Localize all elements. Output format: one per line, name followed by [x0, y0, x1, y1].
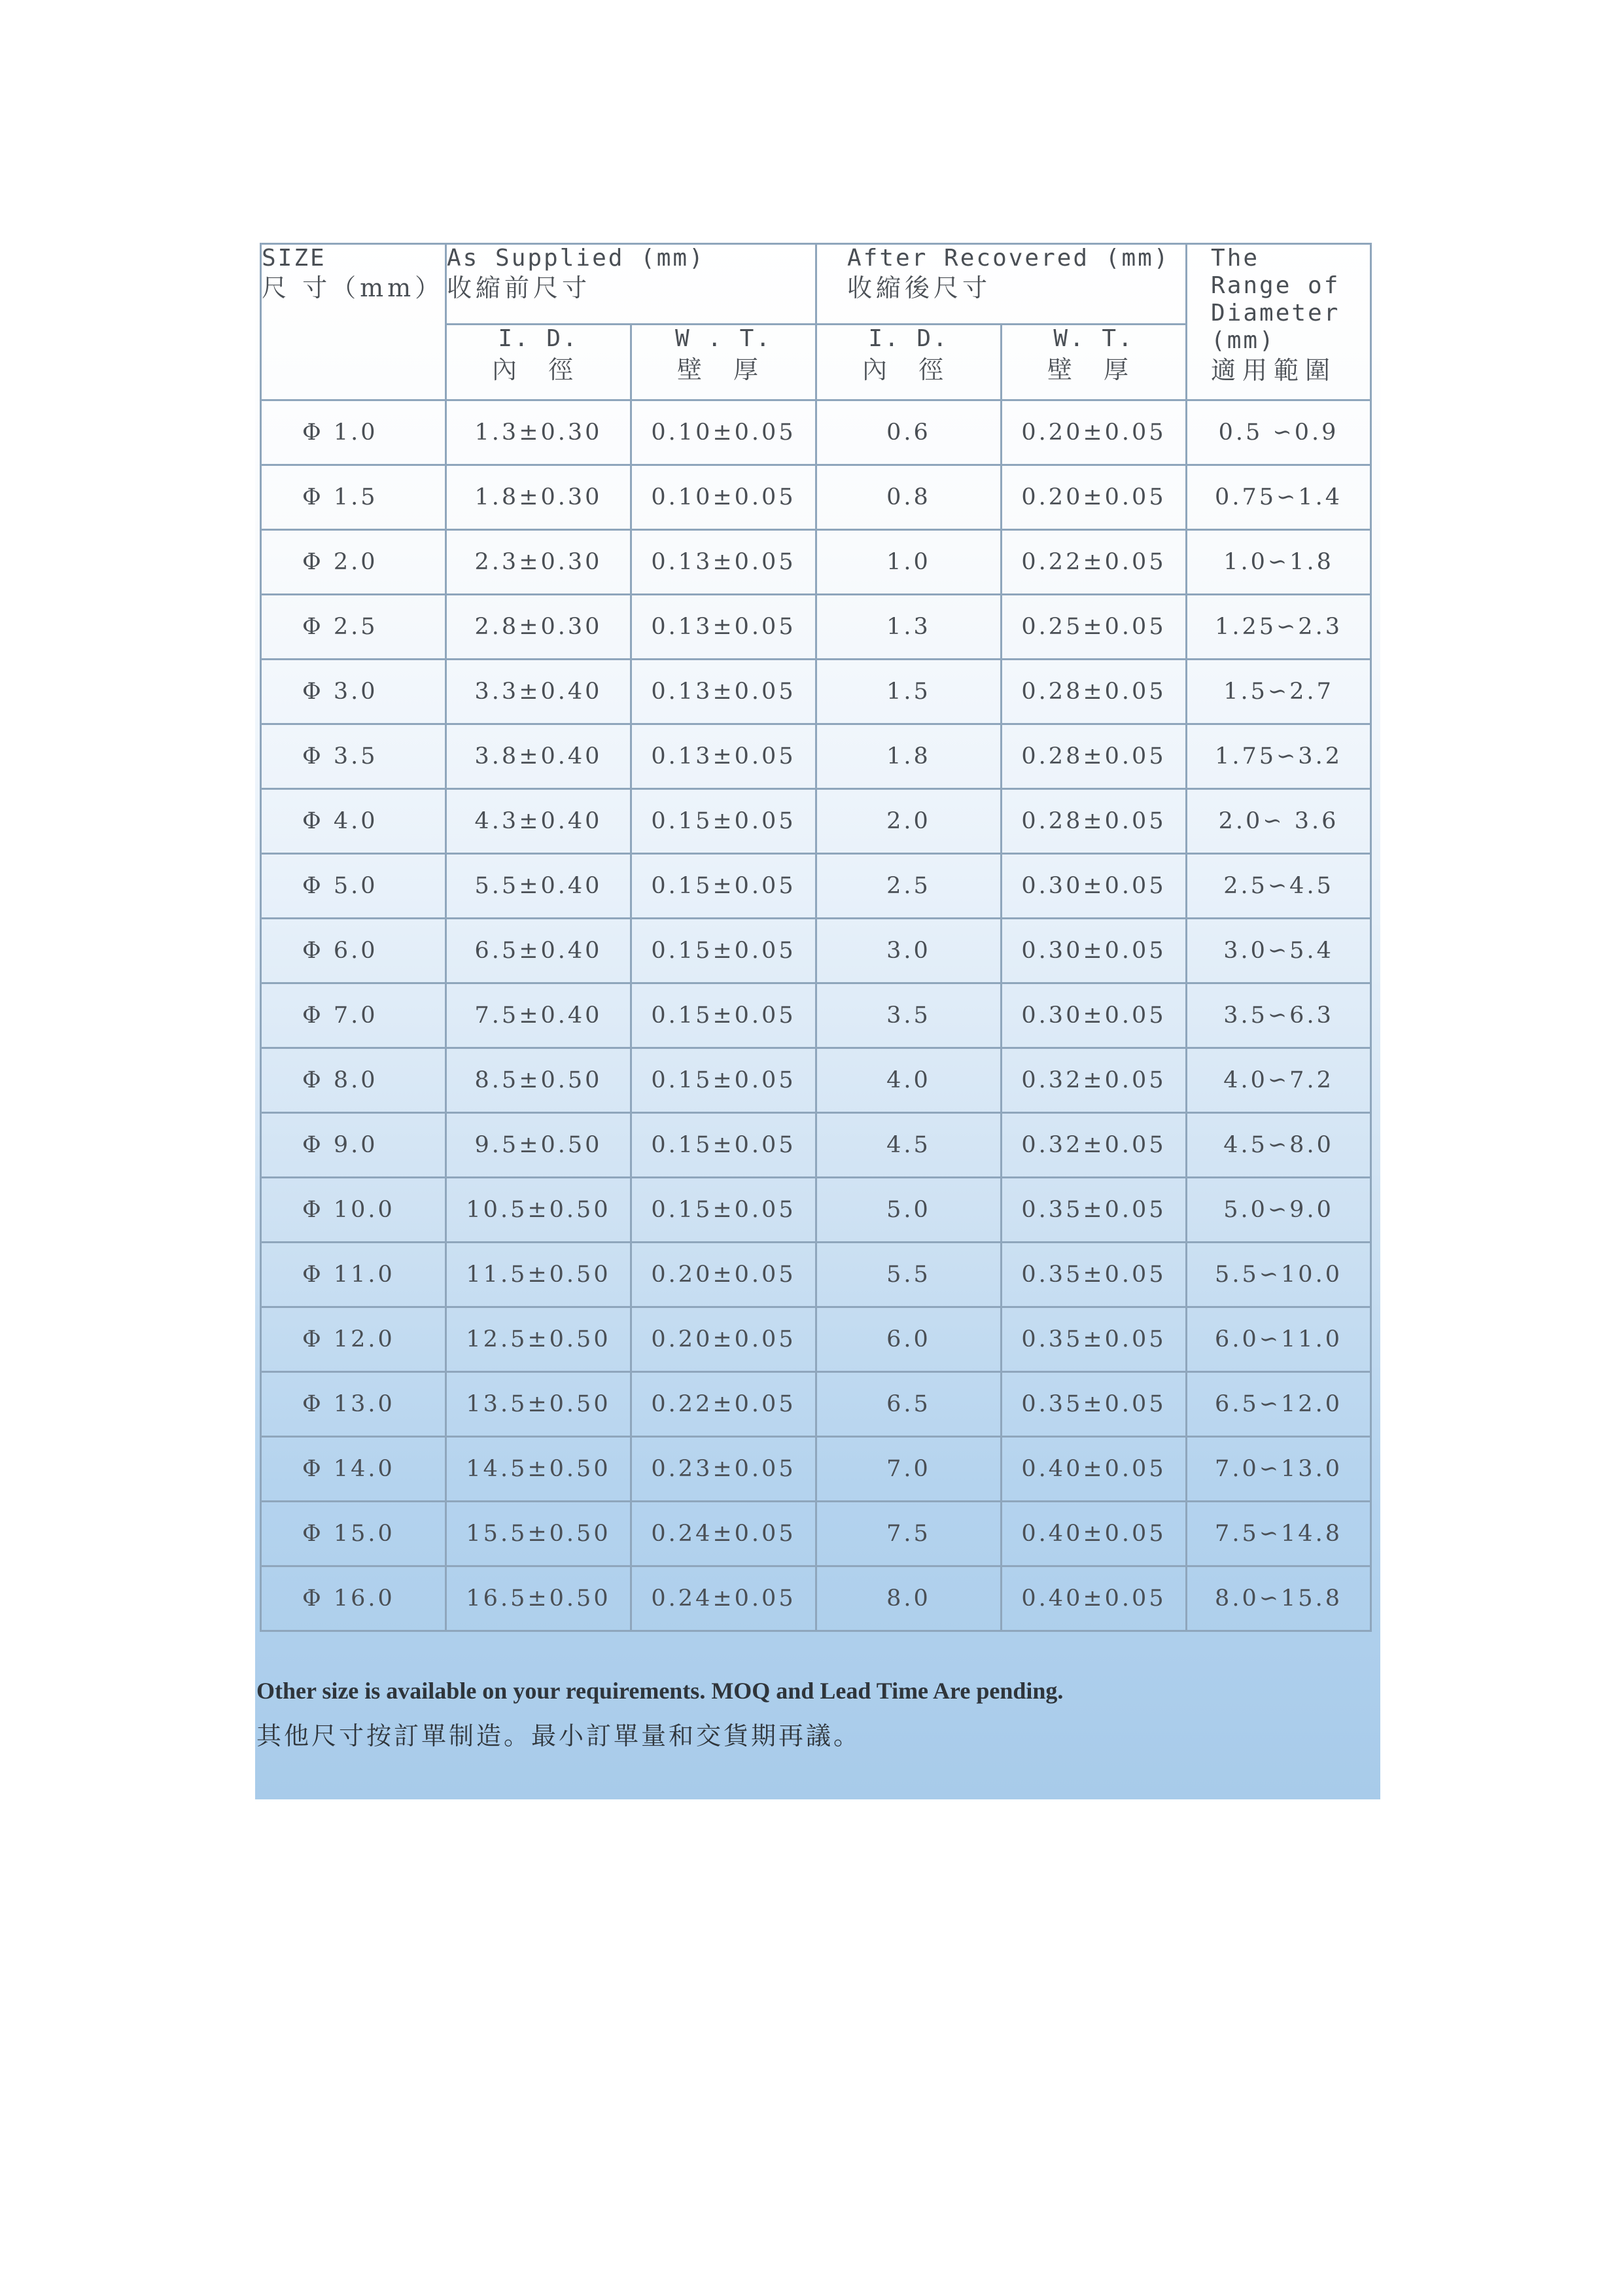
- size-header-en: SIZE: [262, 245, 326, 272]
- table-row: [261, 1502, 1371, 1566]
- supplied-wt-cell: 0.24±0.05: [631, 1502, 816, 1566]
- recovered-wt-cell: 0.28±0.05: [1002, 660, 1187, 724]
- size-cell: Φ 5.0: [261, 854, 446, 919]
- after-recovered-header-en: After Recovered (mm): [847, 245, 1170, 272]
- recovered-id-cell: 1.3: [816, 595, 1002, 660]
- range-header-zh: 適用範圍: [1211, 356, 1337, 385]
- size-cell: Φ 9.0: [261, 1113, 446, 1178]
- size-cell: Φ 4.0: [261, 789, 446, 854]
- size-cell: Φ 3.5: [261, 724, 446, 789]
- supplied-id-cell: 11.5±0.50: [446, 1243, 631, 1307]
- table-row: [261, 1372, 1371, 1437]
- recovered-id-cell: 3.5: [816, 983, 1002, 1048]
- supplied-id-cell: 7.5±0.40: [446, 983, 631, 1048]
- range-cell: 1.0∽1.8: [1187, 530, 1371, 595]
- supplied-wt-header-zh: 壁 厚: [676, 355, 771, 384]
- supplied-id-cell: 1.3±0.30: [446, 400, 631, 465]
- recovered-wt-header-en: W. T.: [1053, 325, 1134, 352]
- range-cell: 3.0∽5.4: [1187, 919, 1371, 983]
- size-cell: Φ 11.0: [261, 1243, 446, 1307]
- after-recovered-header: [816, 244, 1187, 325]
- size-cell: Φ 7.0: [261, 983, 446, 1048]
- range-cell: 4.5∽8.0: [1187, 1113, 1371, 1178]
- supplied-id-cell: 15.5±0.50: [446, 1502, 631, 1566]
- size-spec-table: [260, 243, 1372, 1632]
- recovered-id-header: [816, 324, 1002, 400]
- supplied-id-header-en: I. D.: [498, 325, 579, 352]
- recovered-id-cell: 6.0: [816, 1307, 1002, 1372]
- range-cell: 7.0∽13.0: [1187, 1437, 1371, 1502]
- supplied-wt-cell: 0.13±0.05: [631, 595, 816, 660]
- recovered-wt-cell: 0.20±0.05: [1002, 400, 1187, 465]
- supplied-id-cell: 3.8±0.40: [446, 724, 631, 789]
- recovered-wt-cell: 0.40±0.05: [1002, 1566, 1187, 1631]
- recovered-wt-cell: 0.35±0.05: [1002, 1372, 1187, 1437]
- size-cell: Φ 1.5: [261, 465, 446, 530]
- table-row: [261, 400, 1371, 465]
- table-row: [261, 530, 1371, 595]
- recovered-id-cell: 1.0: [816, 530, 1002, 595]
- size-cell: Φ 13.0: [261, 1372, 446, 1437]
- range-header-line2: Range of: [1211, 272, 1340, 299]
- table-row: [261, 1178, 1371, 1243]
- size-header-zh: 尺 寸（mm）: [262, 274, 444, 302]
- recovered-id-header-zh: 內 徑: [862, 355, 956, 384]
- recovered-wt-cell: 0.20±0.05: [1002, 465, 1187, 530]
- supplied-wt-cell: 0.13±0.05: [631, 724, 816, 789]
- supplied-wt-cell: 0.23±0.05: [631, 1437, 816, 1502]
- table-row: [261, 789, 1371, 854]
- supplied-id-cell: 2.8±0.30: [446, 595, 631, 660]
- supplied-id-cell: 6.5±0.40: [446, 919, 631, 983]
- supplied-wt-cell: 0.15±0.05: [631, 919, 816, 983]
- range-cell: 6.5∽12.0: [1187, 1372, 1371, 1437]
- supplied-id-cell: 13.5±0.50: [446, 1372, 631, 1437]
- as-supplied-header-zh: 收縮前尺寸: [447, 274, 591, 302]
- size-cell: Φ 1.0: [261, 400, 446, 465]
- recovered-wt-cell: 0.28±0.05: [1002, 724, 1187, 789]
- recovered-id-cell: 2.0: [816, 789, 1002, 854]
- size-cell: Φ 10.0: [261, 1178, 446, 1243]
- recovered-wt-cell: 0.32±0.05: [1002, 1113, 1187, 1178]
- recovered-id-cell: 4.0: [816, 1048, 1002, 1113]
- supplied-wt-cell: 0.15±0.05: [631, 1048, 816, 1113]
- recovered-id-cell: 7.5: [816, 1502, 1002, 1566]
- as-supplied-header: [446, 244, 816, 325]
- table-row: [261, 1307, 1371, 1372]
- recovered-id-cell: 2.5: [816, 854, 1002, 919]
- recovered-id-cell: 4.5: [816, 1113, 1002, 1178]
- recovered-wt-cell: 0.25±0.05: [1002, 595, 1187, 660]
- range-cell: 1.5∽2.7: [1187, 660, 1371, 724]
- table-row: [261, 1243, 1371, 1307]
- recovered-wt-cell: 0.40±0.05: [1002, 1437, 1187, 1502]
- supplied-id-cell: 3.3±0.40: [446, 660, 631, 724]
- supplied-wt-cell: 0.20±0.05: [631, 1243, 816, 1307]
- recovered-wt-cell: 0.30±0.05: [1002, 854, 1187, 919]
- recovered-id-cell: 1.8: [816, 724, 1002, 789]
- range-cell: 3.5∽6.3: [1187, 983, 1371, 1048]
- size-cell: Φ 12.0: [261, 1307, 446, 1372]
- supplied-wt-cell: 0.10±0.05: [631, 400, 816, 465]
- range-header-line1: The: [1211, 245, 1260, 272]
- recovered-wt-cell: 0.30±0.05: [1002, 983, 1187, 1048]
- supplied-wt-cell: 0.15±0.05: [631, 1178, 816, 1243]
- supplied-id-cell: 12.5±0.50: [446, 1307, 631, 1372]
- after-recovered-header-zh: 收縮後尺寸: [847, 274, 992, 302]
- range-cell: 7.5∽14.8: [1187, 1502, 1371, 1566]
- recovered-wt-cell: 0.40±0.05: [1002, 1502, 1187, 1566]
- size-cell: Φ 3.0: [261, 660, 446, 724]
- size-cell: Φ 16.0: [261, 1566, 446, 1631]
- range-header-line3: Diameter: [1211, 300, 1340, 327]
- supplied-wt-header-en: W . T.: [674, 325, 773, 352]
- range-cell: 5.0∽9.0: [1187, 1178, 1371, 1243]
- supplied-wt-cell: 0.22±0.05: [631, 1372, 816, 1437]
- supplied-wt-cell: 0.13±0.05: [631, 530, 816, 595]
- recovered-id-cell: 6.5: [816, 1372, 1002, 1437]
- table-row: [261, 983, 1371, 1048]
- recovered-id-cell: 8.0: [816, 1566, 1002, 1631]
- table-row: [261, 1113, 1371, 1178]
- size-cell: Φ 8.0: [261, 1048, 446, 1113]
- range-cell: 6.0∽11.0: [1187, 1307, 1371, 1372]
- recovered-id-cell: 3.0: [816, 919, 1002, 983]
- availability-note-en: Other size is available on your requirements. MOQ and Lead Time Are pending.: [256, 1678, 1064, 1704]
- supplied-id-cell: 2.3±0.30: [446, 530, 631, 595]
- supplied-id-cell: 5.5±0.40: [446, 854, 631, 919]
- size-cell: Φ 14.0: [261, 1437, 446, 1502]
- supplied-id-cell: 1.8±0.30: [446, 465, 631, 530]
- recovered-wt-cell: 0.32±0.05: [1002, 1048, 1187, 1113]
- recovered-id-cell: 5.5: [816, 1243, 1002, 1307]
- supplied-id-cell: 14.5±0.50: [446, 1437, 631, 1502]
- range-cell: 2.5∽4.5: [1187, 854, 1371, 919]
- range-cell: 2.0∽ 3.6: [1187, 789, 1371, 854]
- range-cell: 8.0∽15.8: [1187, 1566, 1371, 1631]
- supplied-id-header-zh: 內 徑: [491, 355, 585, 384]
- size-cell: Φ 2.0: [261, 530, 446, 595]
- recovered-id-header-en: I. D.: [868, 325, 949, 352]
- range-cell: 5.5∽10.0: [1187, 1243, 1371, 1307]
- recovered-wt-cell: 0.35±0.05: [1002, 1307, 1187, 1372]
- table-row: [261, 854, 1371, 919]
- range-header: [1187, 244, 1371, 400]
- supplied-wt-cell: 0.13±0.05: [631, 660, 816, 724]
- supplied-wt-cell: 0.15±0.05: [631, 1113, 816, 1178]
- supplied-id-header: [446, 324, 631, 400]
- supplied-id-cell: 4.3±0.40: [446, 789, 631, 854]
- table-row: [261, 1048, 1371, 1113]
- supplied-id-cell: 9.5±0.50: [446, 1113, 631, 1178]
- recovered-wt-header: [1002, 324, 1187, 400]
- table-row: [261, 660, 1371, 724]
- table-row: [261, 465, 1371, 530]
- range-cell: 1.75∽3.2: [1187, 724, 1371, 789]
- supplied-wt-cell: 0.24±0.05: [631, 1566, 816, 1631]
- table-row: [261, 724, 1371, 789]
- supplied-wt-cell: 0.20±0.05: [631, 1307, 816, 1372]
- recovered-wt-cell: 0.30±0.05: [1002, 919, 1187, 983]
- recovered-wt-header-zh: 壁 厚: [1047, 355, 1141, 384]
- availability-note-zh: 其他尺寸按訂單制造。最小訂單量和交貨期再議。: [256, 1723, 862, 1750]
- table-row: [261, 1566, 1371, 1631]
- recovered-id-cell: 0.6: [816, 400, 1002, 465]
- table-row: [261, 919, 1371, 983]
- size-header: [261, 244, 446, 400]
- range-header-line4: (mm): [1211, 327, 1276, 354]
- table-row: [261, 1437, 1371, 1502]
- supplied-wt-header: [631, 324, 816, 400]
- supplied-wt-cell: 0.15±0.05: [631, 854, 816, 919]
- size-rows: [261, 400, 1371, 1631]
- range-cell: 0.5 ∽0.9: [1187, 400, 1371, 465]
- recovered-wt-cell: 0.22±0.05: [1002, 530, 1187, 595]
- supplied-id-cell: 16.5±0.50: [446, 1566, 631, 1631]
- as-supplied-header-en: As Supplied (mm): [447, 245, 705, 272]
- supplied-wt-cell: 0.15±0.05: [631, 983, 816, 1048]
- range-cell: 1.25∽2.3: [1187, 595, 1371, 660]
- supplied-id-cell: 10.5±0.50: [446, 1178, 631, 1243]
- recovered-id-cell: 1.5: [816, 660, 1002, 724]
- recovered-wt-cell: 0.28±0.05: [1002, 789, 1187, 854]
- recovered-id-cell: 5.0: [816, 1178, 1002, 1243]
- size-cell: Φ 6.0: [261, 919, 446, 983]
- recovered-id-cell: 0.8: [816, 465, 1002, 530]
- supplied-wt-cell: 0.15±0.05: [631, 789, 816, 854]
- size-cell: Φ 2.5: [261, 595, 446, 660]
- size-cell: Φ 15.0: [261, 1502, 446, 1566]
- supplied-id-cell: 8.5±0.50: [446, 1048, 631, 1113]
- recovered-id-cell: 7.0: [816, 1437, 1002, 1502]
- supplied-wt-cell: 0.10±0.05: [631, 465, 816, 530]
- table-row: [261, 595, 1371, 660]
- recovered-wt-cell: 0.35±0.05: [1002, 1178, 1187, 1243]
- range-cell: 4.0∽7.2: [1187, 1048, 1371, 1113]
- range-cell: 0.75∽1.4: [1187, 465, 1371, 530]
- recovered-wt-cell: 0.35±0.05: [1002, 1243, 1187, 1307]
